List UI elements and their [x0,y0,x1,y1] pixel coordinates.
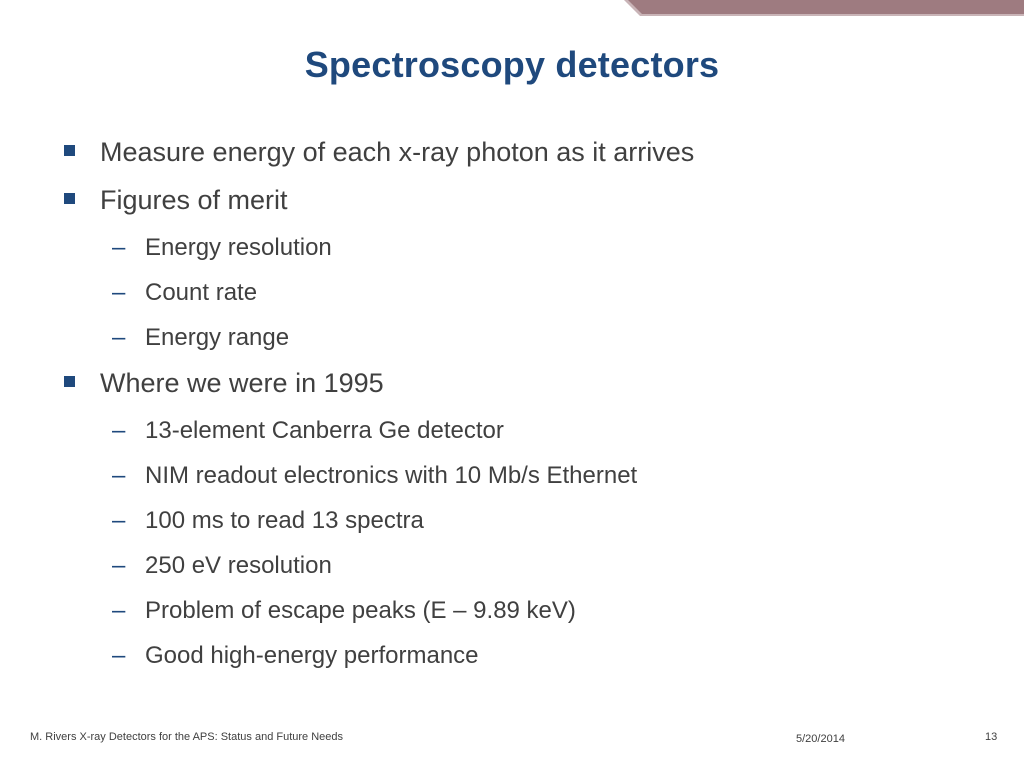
sub-bullet-item [62,409,962,454]
sub-bullet-item [62,589,962,634]
sub-bullet-item [62,226,962,271]
bullet-text: Figures of merit [100,185,288,215]
bullet-text: Measure energy of each x-ray photon as it arrives [100,137,695,167]
dash-bullet-icon: – [112,642,126,669]
square-bullet-icon [64,145,75,156]
square-bullet-icon [64,376,75,387]
sub-bullet-item [62,454,962,499]
dash-bullet-icon: – [112,324,126,351]
bullet-item [62,130,962,178]
sub-bullet-item [62,499,962,544]
dash-bullet-icon: – [112,597,126,624]
dash-bullet-icon: – [112,234,126,261]
footer-presentation-title: M. Rivers X-ray Detectors for the APS: Status and Future Needs [30,731,344,743]
slide-title: Spectroscopy detectors [304,44,720,85]
dash-bullet-icon: – [112,552,126,579]
sub-bullet-item [62,634,962,679]
top-decorative-band [0,0,1024,20]
sub-bullet-text: 13-element Canberra Ge detector [145,417,504,444]
bullet-item [62,361,962,409]
sub-bullet-item [62,544,962,589]
sub-bullet-text: Problem of escape peaks (E – 9.89 keV) [145,597,576,624]
bullet-item [62,178,962,226]
sub-bullet-text: Good high-energy performance [145,642,479,669]
sub-bullet-text: 100 ms to read 13 spectra [145,507,424,534]
dash-bullet-icon: – [112,417,126,444]
sub-bullet-text: 250 eV resolution [145,552,332,579]
footer-page-number: 13 [985,731,998,743]
sub-bullet-text: Count rate [145,279,258,306]
footer-date: 5/20/2014 [796,733,845,745]
sub-bullet-item [62,316,962,361]
sub-bullet-item [62,271,962,316]
dash-bullet-icon: – [112,279,126,306]
bullet-list [62,130,962,679]
dash-bullet-icon: – [112,507,126,534]
sub-bullet-text: Energy resolution [145,234,332,261]
bullet-text: Where we were in 1995 [100,368,384,398]
sub-bullet-text: NIM readout electronics with 10 Mb/s Ethernet [145,462,638,489]
sub-bullet-text: Energy range [145,324,290,351]
dash-bullet-icon: – [112,462,126,489]
square-bullet-icon [64,193,75,204]
top-band-fill [628,0,1024,14]
